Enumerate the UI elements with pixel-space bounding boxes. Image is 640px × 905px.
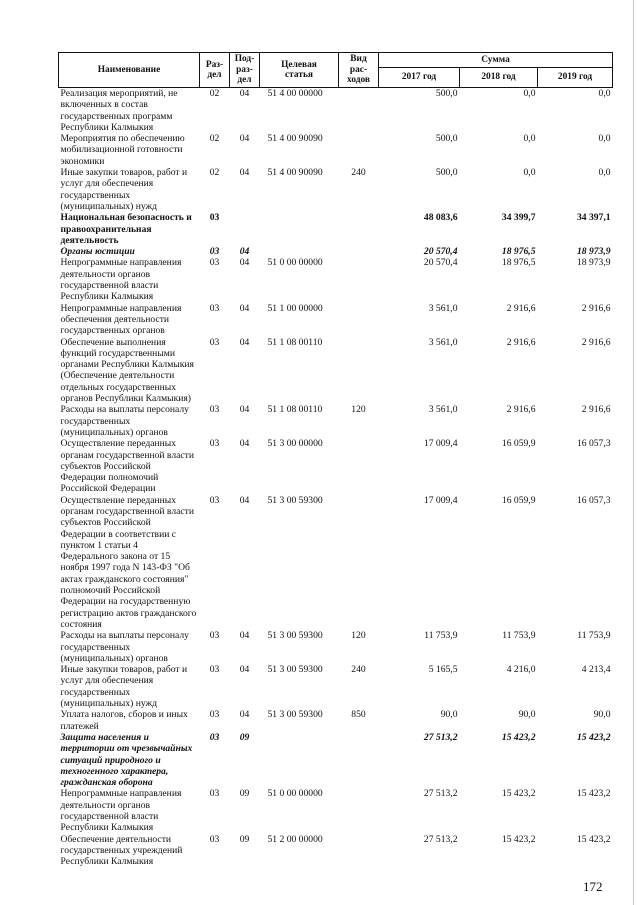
- cell-vr: [339, 133, 379, 167]
- cell-pr: 04: [239, 257, 250, 269]
- cell-y2019: 15 423,2: [576, 833, 611, 845]
- cell-name: Защита населения и территории от чрезвычайных ситуаций природного и техногенного характера, гражданская оборона: [60, 731, 193, 789]
- cell-pr: 09: [239, 833, 250, 845]
- cell-rz: 02: [209, 133, 220, 145]
- cell-rz: 03: [209, 494, 220, 506]
- header-sum: Сумма: [379, 53, 613, 68]
- table-row: [59, 167, 613, 212]
- cell-pr: 09: [239, 788, 250, 800]
- header-target: Целевая статья: [260, 53, 339, 88]
- table-row: [59, 133, 613, 167]
- cell-rz: 03: [209, 630, 220, 642]
- cell-vr: [339, 788, 379, 833]
- table-row: [59, 257, 613, 302]
- cell-y2019: 0,0: [598, 88, 611, 99]
- cell-pr: [230, 212, 260, 246]
- cell-y2017: 20 570,4: [423, 257, 458, 269]
- cell-vr: [339, 246, 379, 257]
- cell-pr: 04: [239, 302, 250, 314]
- cell-vr: [339, 495, 379, 631]
- table-row: [59, 834, 613, 868]
- table-row: [59, 246, 613, 257]
- cell-y2017: 500,0: [435, 88, 458, 99]
- cell-y2018: 2 916,6: [506, 302, 536, 314]
- cell-y2017: 48 083,6: [423, 212, 458, 224]
- cell-cs: 51 4 00 00000: [267, 88, 323, 99]
- cell-pr: 04: [239, 133, 250, 145]
- header-2017: 2017 год: [379, 68, 460, 88]
- cell-cs: 51 0 00 00000: [267, 788, 323, 800]
- cell-y2019: 15 423,2: [576, 788, 611, 800]
- cell-pr: 04: [239, 336, 250, 348]
- cell-cs: 51 4 00 90090: [267, 167, 323, 179]
- cell-rz: 03: [209, 664, 220, 676]
- cell-rz: 03: [209, 731, 220, 743]
- cell-y2017: 17 009,4: [423, 494, 458, 506]
- cell-pr: 04: [239, 167, 250, 179]
- cell-rz: 03: [209, 336, 220, 348]
- cell-rz: 02: [209, 88, 220, 99]
- cell-y2017: 20 570,4: [423, 246, 458, 258]
- cell-y2018: 90,0: [518, 709, 536, 721]
- cell-name: Осуществление переданных органам государственной власти субъектов Российской Федерации полномочий Российской Федерации: [60, 438, 194, 495]
- cell-name: Осуществление переданных органам государственной власти субъектов Российской Федерации в соответствии с пунктом 1 статьи 4 Федерального закона от 15 ноября 1997 года N 143-ФЗ "Об актах гражданского состояния" полномочий Российской Федерации на государственную регистрацию актов гражданского состояния: [60, 494, 197, 630]
- cell-name: Непрограммные направления обеспечения деятельности государственных органов: [60, 302, 182, 337]
- cell-cs: [260, 246, 339, 257]
- cell-cs: 51 4 00 90090: [267, 133, 323, 145]
- header-2018: 2018 год: [460, 68, 538, 88]
- cell-y2019: 2 916,6: [581, 302, 611, 314]
- cell-pr: 04: [239, 404, 250, 416]
- cell-name: Обеспечение деятельности государственных учреждений Республики Калмыкия: [60, 833, 183, 868]
- cell-name: Иные закупки товаров, работ и услуг для обеспечения государственных (муниципальных) нужд: [60, 167, 188, 212]
- table-row: [59, 88, 613, 134]
- table-row: [59, 495, 613, 631]
- cell-vr: [339, 438, 379, 494]
- cell-y2018: 2 916,6: [506, 336, 536, 348]
- cell-y2018: 11 753,9: [502, 630, 536, 642]
- cell-rz: 03: [209, 404, 220, 416]
- table-row: [59, 709, 613, 732]
- cell-rz: 03: [209, 438, 220, 450]
- cell-cs: 51 1 08 00110: [267, 336, 323, 348]
- budget-table: [58, 52, 613, 867]
- cell-y2019: 0,0: [598, 167, 611, 179]
- cell-pr: 04: [239, 664, 250, 676]
- cell-y2019: 16 057,3: [576, 494, 611, 506]
- cell-rz: 03: [209, 257, 220, 269]
- scan-edge: [633, 0, 634, 905]
- cell-vr: [339, 303, 379, 337]
- cell-y2018: 34 399,7: [501, 212, 536, 224]
- table-row: [59, 404, 613, 438]
- table-row: [59, 438, 613, 494]
- cell-pr: 04: [239, 630, 250, 642]
- table-body: [59, 88, 613, 868]
- cell-y2017: 17 009,4: [423, 438, 458, 450]
- cell-y2017: 27 513,2: [423, 833, 458, 845]
- cell-y2017: 5 165,5: [428, 664, 458, 676]
- cell-name: Уплата налогов, сборов и иных платежей: [60, 709, 188, 732]
- header-vid: Вид рас- ходов: [339, 53, 379, 88]
- cell-y2018: 15 423,2: [501, 833, 536, 845]
- cell-cs: 51 3 00 59300: [267, 709, 323, 721]
- cell-cs: 51 0 00 00000: [267, 257, 323, 269]
- cell-vr: [339, 337, 379, 405]
- cell-vr: 240: [351, 664, 366, 676]
- cell-vr: [339, 212, 379, 246]
- table-row: [59, 788, 613, 833]
- cell-y2017: 11 753,9: [424, 630, 458, 642]
- cell-pr: 04: [239, 246, 250, 258]
- cell-y2019: 18 973,9: [576, 257, 611, 269]
- cell-pr: 09: [239, 731, 250, 743]
- cell-y2019: 15 423,2: [576, 731, 611, 743]
- cell-y2018: 16 059,9: [501, 494, 536, 506]
- cell-y2017: 27 513,2: [423, 788, 458, 800]
- cell-name: Реализация мероприятий, не включенных в состав государственных программ Республики Калмыкия: [60, 88, 178, 133]
- cell-y2017: 500,0: [435, 167, 458, 179]
- cell-name: Расходы на выплаты персоналу государственных (муниципальных) органов: [60, 630, 189, 664]
- cell-rz: 03: [209, 246, 220, 258]
- cell-y2017: 27 513,2: [423, 731, 458, 743]
- cell-y2018: 0,0: [523, 88, 536, 99]
- cell-vr: 240: [351, 167, 366, 179]
- cell-cs: 51 3 00 59300: [267, 664, 323, 676]
- cell-name: Расходы на выплаты персоналу государственных (муниципальных) органов: [60, 404, 189, 438]
- cell-y2019: 34 397,1: [576, 212, 611, 224]
- cell-y2019: 18 973,9: [576, 246, 611, 258]
- cell-vr: [339, 88, 379, 134]
- cell-rz: 03: [209, 788, 220, 800]
- cell-y2017: 500,0: [435, 133, 458, 145]
- table-row: [59, 664, 613, 709]
- cell-name: Мероприятия по обеспечению мобилизационной готовности экономики: [60, 133, 185, 167]
- cell-pr: 04: [239, 88, 250, 99]
- cell-y2017: 3 561,0: [428, 336, 458, 348]
- cell-y2019: 16 057,3: [576, 438, 611, 450]
- cell-cs: [260, 732, 339, 788]
- header-2019: 2019 год: [538, 68, 613, 88]
- header-podrazdel: Под- раз- дел: [230, 53, 260, 88]
- cell-y2019: 2 916,6: [581, 336, 611, 348]
- cell-y2018: 15 423,2: [501, 731, 536, 743]
- cell-y2017: 3 561,0: [428, 404, 458, 416]
- cell-rz: 03: [209, 709, 220, 721]
- cell-y2019: 90,0: [593, 709, 611, 721]
- cell-y2017: 90,0: [440, 709, 458, 721]
- cell-y2018: 0,0: [523, 167, 536, 179]
- cell-name: Органы юстиции: [60, 246, 135, 258]
- cell-pr: 04: [239, 438, 250, 450]
- cell-name: Непрограммные направления деятельности органов государственной власти Республики Калмыкия: [60, 257, 182, 303]
- cell-vr: 120: [351, 404, 366, 416]
- cell-name: Национальная безопасность и правоохранительная деятельность: [60, 212, 192, 246]
- header-name: Наименование: [59, 53, 200, 88]
- page-number: 172: [583, 879, 603, 894]
- cell-y2018: 16 059,9: [501, 438, 536, 450]
- table-row: [59, 303, 613, 337]
- cell-name: Непрограммные направления деятельности органов государственной власти Республики Калмыкия: [60, 788, 182, 834]
- cell-y2019: 4 213,4: [581, 664, 611, 676]
- cell-y2019: 11 753,9: [577, 630, 611, 642]
- cell-y2018: 2 916,6: [506, 404, 536, 416]
- cell-y2019: 2 916,6: [581, 404, 611, 416]
- cell-vr: 850: [351, 709, 366, 721]
- header-razdel: Раз- дел: [200, 53, 230, 88]
- cell-rz: 03: [209, 212, 220, 224]
- cell-y2017: 3 561,0: [428, 302, 458, 314]
- cell-cs: 51 1 08 00110: [267, 404, 323, 416]
- cell-y2018: 15 423,2: [501, 788, 536, 800]
- cell-vr: [339, 834, 379, 868]
- cell-pr: 04: [239, 709, 250, 721]
- table-row: [59, 732, 613, 788]
- cell-y2019: 0,0: [598, 133, 611, 145]
- cell-y2018: 18 976,5: [501, 257, 536, 269]
- cell-cs: 51 1 00 00000: [267, 302, 323, 314]
- table-row: [59, 337, 613, 405]
- cell-y2018: 18 976,5: [501, 246, 536, 258]
- cell-rz: 03: [209, 302, 220, 314]
- cell-vr: [339, 257, 379, 302]
- cell-y2018: 0,0: [523, 133, 536, 145]
- cell-vr: 120: [351, 630, 366, 642]
- cell-rz: 03: [209, 833, 220, 845]
- cell-cs: 51 3 00 00000: [267, 438, 323, 450]
- table-row: [59, 212, 613, 246]
- cell-pr: 04: [239, 494, 250, 506]
- cell-cs: 51 3 00 59300: [267, 494, 323, 506]
- cell-vr: [339, 732, 379, 788]
- cell-cs: 51 3 00 59300: [267, 630, 323, 642]
- cell-y2018: 4 216,0: [506, 664, 536, 676]
- cell-name: Обеспечение выполнения функций государственными органами Республики Калмыкия (Обеспечение деятельности отдельных государственных органов Республики Калмыкия): [60, 336, 194, 405]
- cell-cs: 51 2 00 00000: [267, 833, 323, 845]
- table-header: [59, 53, 613, 88]
- cell-rz: 02: [209, 167, 220, 179]
- table-row: [59, 630, 613, 664]
- cell-name: Иные закупки товаров, работ и услуг для обеспечения государственных (муниципальных) нужд: [60, 664, 188, 710]
- cell-cs: [260, 212, 339, 246]
